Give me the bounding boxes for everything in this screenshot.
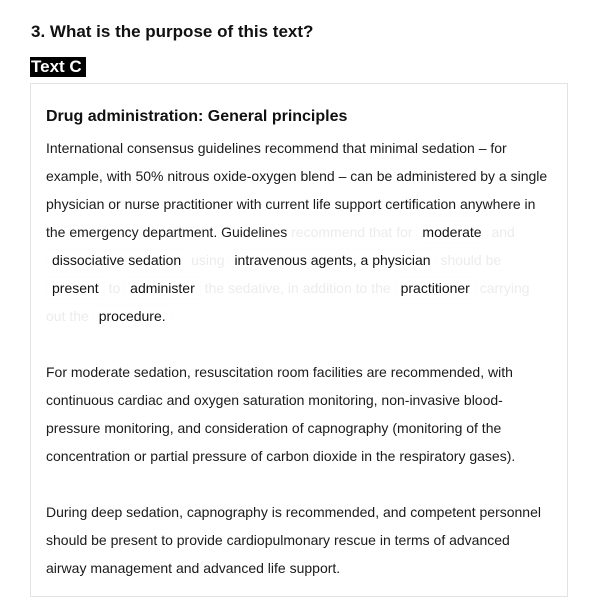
faded-text: and <box>491 224 515 240</box>
paragraph-3: During deep sedation, capnography is recommended, and competent personnel should be present to provide cardiopulmonary rescue in terms of advanced airway management and advanced life support. <box>46 504 541 576</box>
faded-text: carrying out the <box>46 280 530 324</box>
paragraph-1-intro: International consensus guidelines recommend that minimal sedation – for example, with 50% nitrous oxide-oxygen blend – can be administered by a single physician or nurse practitioner with current life support certification anywhere in the emergency department. Guidelines <box>46 140 548 240</box>
faded-text: recommend that for <box>291 224 413 240</box>
highlighted-word: procedure. <box>94 306 171 326</box>
faded-text: the sedative, in addition to the <box>204 280 391 296</box>
highlighted-word: intravenous agents, a physician <box>229 250 435 270</box>
paragraph-1 <box>46 134 551 330</box>
faded-text: using <box>191 252 225 268</box>
card-title: Drug administration: General principles <box>46 108 348 125</box>
highlighted-word: present <box>47 278 104 298</box>
highlighted-word: practitioner <box>396 278 475 298</box>
highlighted-word: administer <box>125 278 200 298</box>
highlighted-word: moderate <box>417 222 486 242</box>
faded-text: should be <box>440 252 502 268</box>
question-heading: 3. What is the purpose of this text? <box>31 22 314 41</box>
faded-text: to <box>108 280 121 296</box>
highlighted-word: dissociative sedation <box>47 250 186 270</box>
text-label: Text C <box>30 57 86 77</box>
paragraph-2: For moderate sedation, resuscitation room facilities are recommended, with continuous cardiac and oxygen saturation monitoring, non-invasive blood-pressure monitoring, and consideration of capnography (monitoring of the concentration or partial pressure of carbon dioxide in the respiratory gases). <box>46 364 516 464</box>
text-card <box>30 83 568 597</box>
